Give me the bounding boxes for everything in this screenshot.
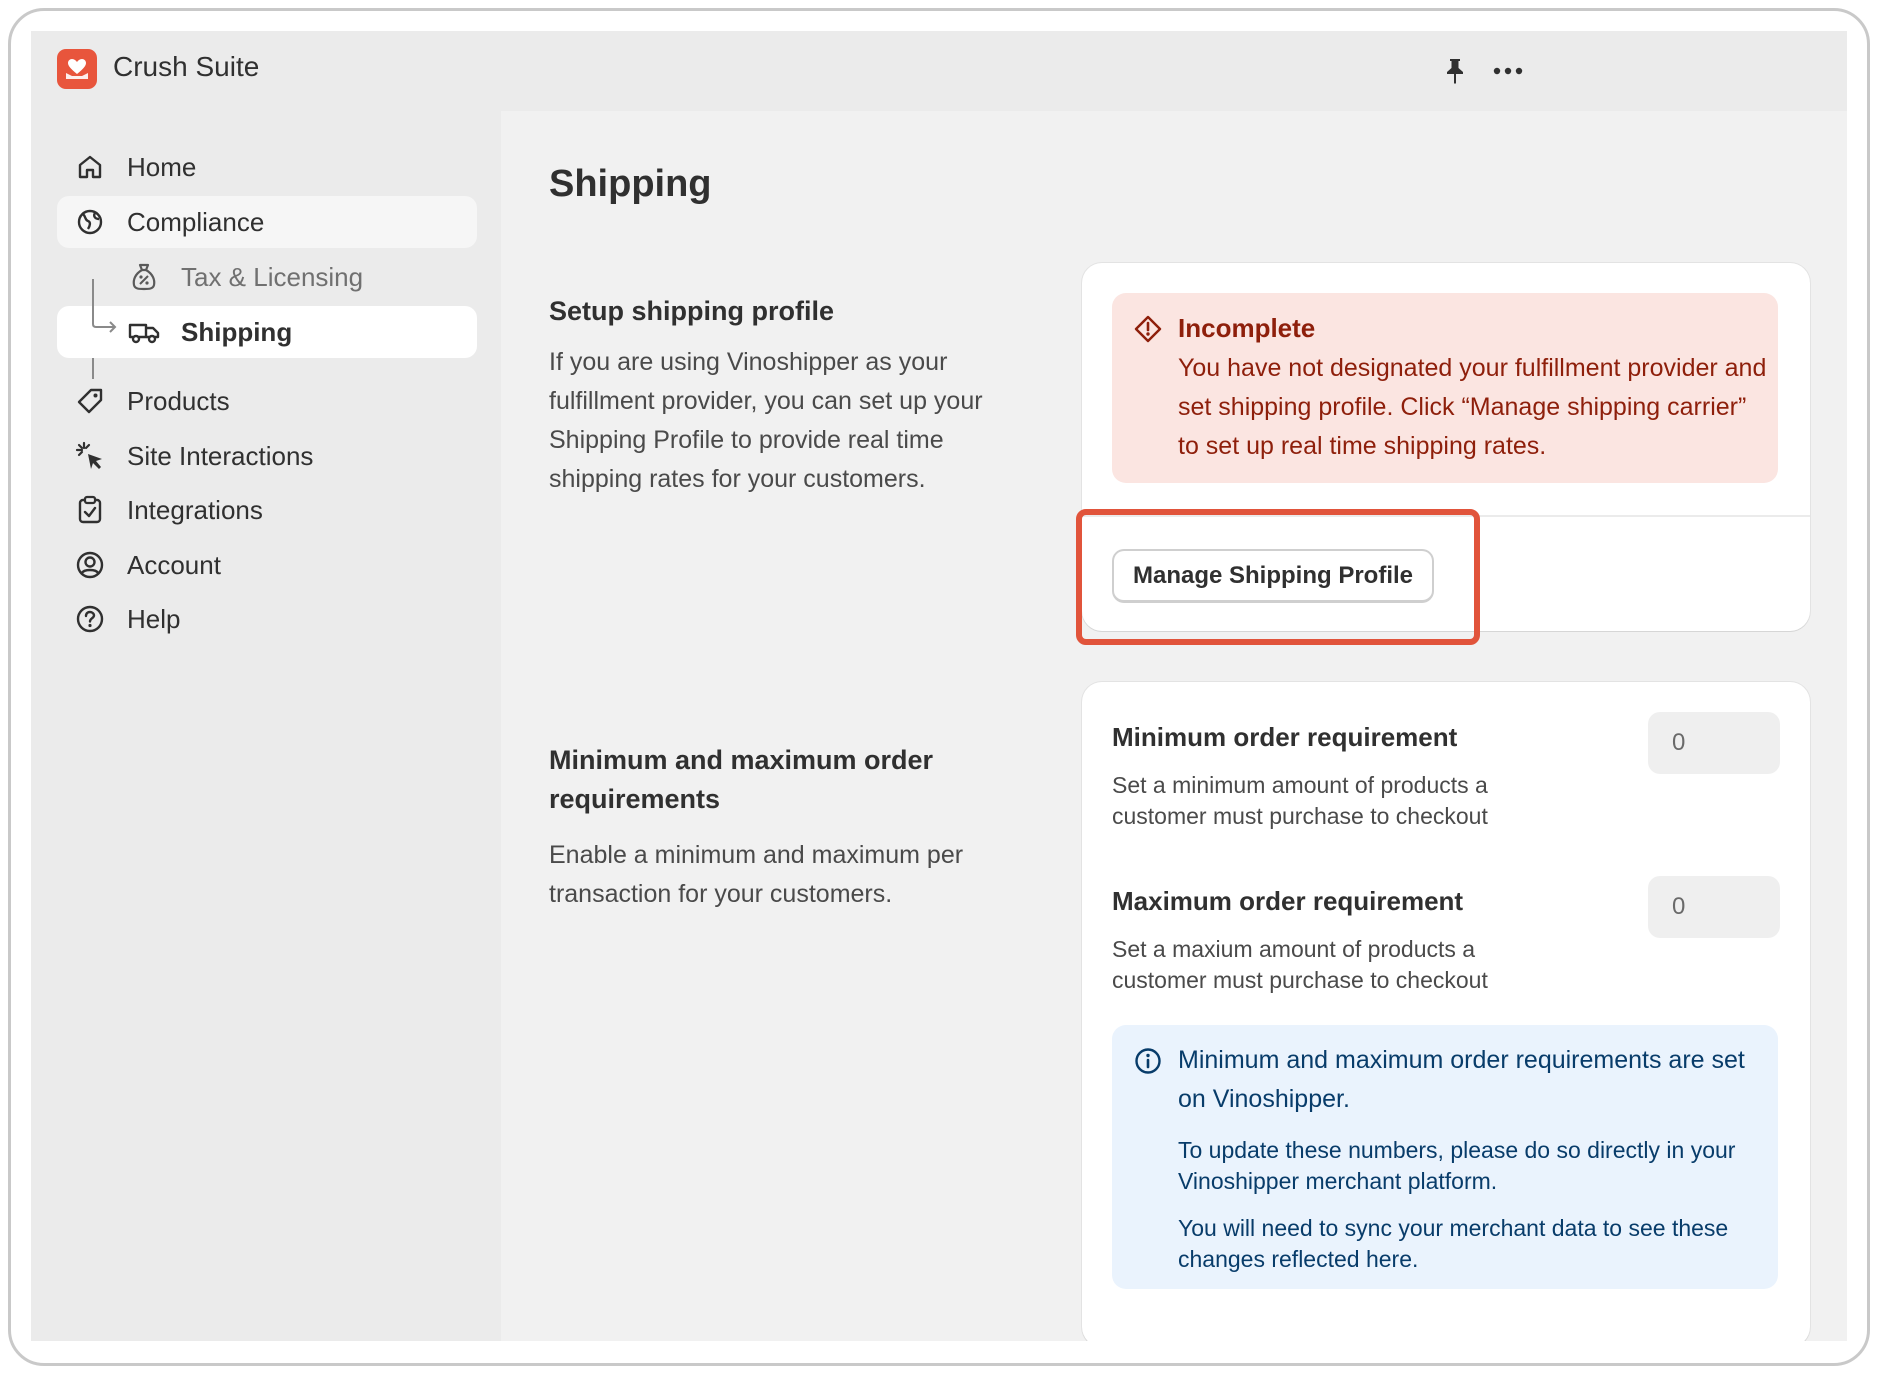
tag-icon: [73, 384, 107, 418]
sidebar-item-label: Home: [127, 151, 197, 182]
app-window: [31, 31, 1847, 1341]
page-title: Shipping: [549, 163, 712, 205]
order-requirements-card: [1082, 682, 1810, 1341]
minimum-order-title: Minimum order requirement: [1112, 722, 1458, 752]
maximum-order-title: Maximum order requirement: [1112, 886, 1464, 916]
more-horizontal-icon[interactable]: [1488, 51, 1528, 91]
minimum-order-description: Set a minimum amount of products a customer must purchase to checkout: [1112, 772, 1488, 829]
app-title: Crush Suite: [113, 51, 260, 82]
info-icon: [1130, 1043, 1166, 1079]
sidebar-item-label: Help: [127, 603, 181, 634]
incomplete-banner: [1112, 293, 1778, 483]
info-banner-heading: Minimum and maximum order requirements are set on Vinoshipper.: [1178, 1046, 1745, 1113]
sidebar-item-label: Shipping: [181, 316, 293, 347]
info-banner-paragraph: To update these numbers, please do so directly in your Vinoshipper merchant platform.: [1178, 1137, 1736, 1194]
pin-icon[interactable]: [1435, 51, 1475, 91]
sidebar-item-compliance[interactable]: [57, 196, 477, 248]
sidebar-item-products[interactable]: [57, 375, 477, 427]
sidebar-item-help[interactable]: [57, 593, 477, 645]
maximum-order-description: Set a maxium amount of products a customer must purchase to checkout: [1112, 936, 1488, 993]
vinoshipper-info-banner: [1112, 1025, 1778, 1289]
clipboard-check-icon: [73, 493, 107, 527]
home-icon: [73, 150, 107, 184]
sidebar-item-integrations[interactable]: [57, 484, 477, 536]
maximum-order-input[interactable]: [1648, 876, 1780, 938]
tree-branch-arrow-icon: [91, 298, 121, 338]
sidebar-item-label: Compliance: [127, 206, 265, 237]
cursor-click-icon: [73, 439, 107, 473]
sidebar-item-account[interactable]: [57, 539, 477, 591]
sidebar-item-label: Account: [127, 549, 221, 580]
manage-shipping-profile-button[interactable]: Manage Shipping Profile: [1112, 549, 1434, 603]
title-bar: [31, 31, 1847, 111]
sidebar-item-shipping[interactable]: [57, 306, 477, 358]
sidebar-item-label: Tax & Licensing: [181, 261, 364, 292]
sidebar-item-tax-licensing[interactable]: [57, 251, 477, 303]
sidebar-item-label: Site Interactions: [127, 440, 314, 471]
sidebar-item-label: Integrations: [127, 494, 263, 525]
user-circle-icon: [73, 548, 107, 582]
shipping-profile-section-title: Setup shipping profile: [549, 296, 834, 326]
question-circle-icon: [73, 602, 107, 636]
highlight-annotation-box: [1076, 509, 1480, 645]
globe-icon: [73, 205, 107, 239]
sidebar-item-site-interactions[interactable]: [57, 430, 477, 482]
incomplete-banner-title: Incomplete: [1178, 313, 1316, 343]
sidebar-item-home[interactable]: [57, 141, 477, 193]
shipping-profile-section-description: If you are using Vinoshipper as your fulfillment provider, you can set up your Shipping Profile to provide real time shipping rates for your customers.: [549, 348, 983, 493]
sidebar-item-label: Products: [127, 385, 230, 416]
order-requirements-section-title: Minimum and maximum order requirements: [549, 745, 934, 814]
incomplete-banner-text: You have not designated your fulfillment provider and set shipping profile. Click “Manage shipping carrier” to set up real time shipping rates.: [1178, 354, 1767, 460]
sidebar: [31, 111, 501, 1341]
alert-diamond-icon: [1130, 311, 1166, 347]
minimum-order-input[interactable]: [1648, 712, 1780, 774]
info-banner-paragraph: You will need to sync your merchant data to see these changes reflected here.: [1178, 1215, 1729, 1272]
heart-hand-icon: [57, 49, 97, 89]
money-bag-icon: [127, 260, 161, 294]
truck-icon: [127, 315, 161, 349]
order-requirements-section-description: Enable a minimum and maximum per transaction for your customers.: [549, 841, 964, 908]
